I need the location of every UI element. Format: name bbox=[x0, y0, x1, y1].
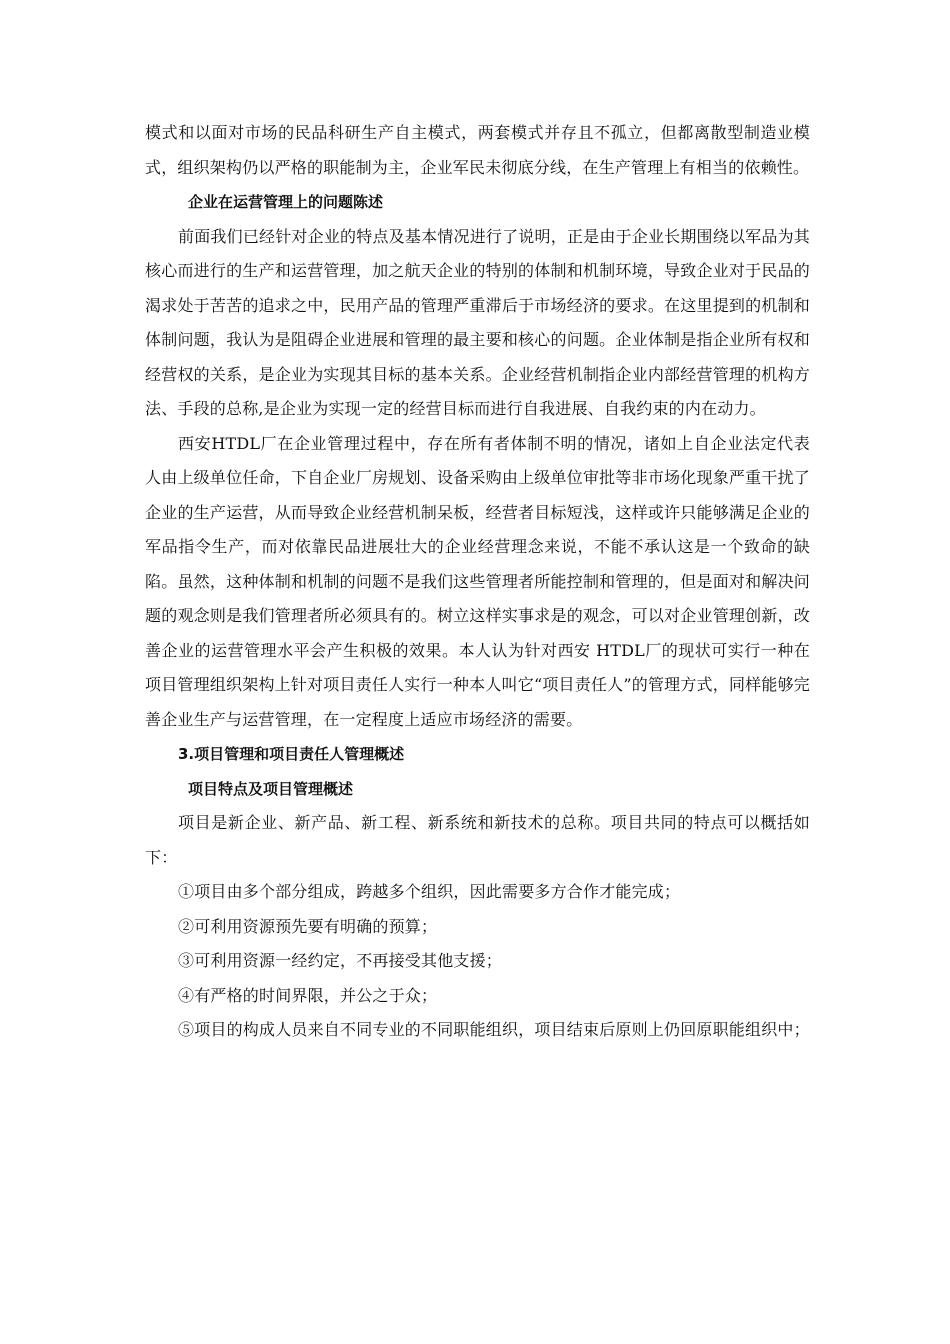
list-item: ②可利用资源预先要有明确的预算； bbox=[178, 916, 438, 936]
document-page bbox=[145, 116, 810, 1048]
list-item: ⑤项目的构成人员来自不同专业的不同职能组织，项目结束后原则上仍回原职能组织中； bbox=[178, 1020, 810, 1039]
paragraph-system-mechanism: 前面我们已经针对企业的特点及基本情况进行了说明，正是由于企业长期围绕以军品为其核心而进行的生产和运营管理，加之航天企业的特别的体制和机制环境，导致企业对于民品的渴求处于苦苦的追求之中，民用产品的管理严重滞后于市场经济的要求。在这里提到的机制和体制问题，我认为是阻碍企业进展和管理的最主要和核心的问题。企业体制是指企业所有权和经营权的关系，是企业为实现其目标的基本关系。企业经营机制指企业内部经营管理的机构方法、手段的总称,是企业为实现一定的经营目标而进行自我进展、自我约束的内在动力。 bbox=[145, 226, 810, 418]
list-item: ①项目由多个部分组成，跨越多个组织，因此需要多方合作才能完成； bbox=[178, 882, 681, 901]
section-heading-operation-problems: 企业在运营管理上的问题陈述 bbox=[188, 193, 384, 211]
paragraph-intro-continuation: 模式和以面对市场的民品科研生产自主模式，两套模式并存且不孤立，但都离散型制造业模式，组织架构仍以严格的职能制为主，企业军民未彻底分线，在生产管理上有相当的依赖性。 bbox=[145, 123, 810, 177]
paragraph-project-definition: 项目是新企业、新产品、新工程、新系统和新技术的总称。项目共同的特点可以概括如下： bbox=[145, 813, 810, 867]
list-item: ③可利用资源一经约定，不再接受其他支援； bbox=[178, 951, 503, 970]
list-item: ④有严格的时间界限，并公之于众； bbox=[178, 985, 438, 1005]
section-heading-project-features: 项目特点及项目管理概述 bbox=[188, 779, 354, 798]
chapter-heading-project-management: 3.项目管理和项目责任人管理概述 bbox=[178, 745, 405, 763]
paragraph-xian-htdl: 西安HTDL厂在企业管理过程中，存在所有者体制不明的情况，诸如上自企业法定代表人由上级单位任命，下自企业厂房规划、设备采购由上级单位审批等非市场化现象严重干扰了企业的生产运营，从而导致企业经营机制呆板，经营者目标短浅，这样或许只能够满足企业的军品指令生产，而对依靠民品进展壮大的企业经营理念来说，不能不承认这是一个致命的缺陷。虽然，这种体制和机制的问题不是我们这些管理者所能控制和管理的，但是面对和解决问题的观念则是我们管理者所必须具有的。树立这样实事求是的观念，可以对企业管理创新，改善企业的运营管理水平会产生积极的效果。本人认为针对西安 HTDL厂的现状可实行一种在项目管理组织架构上针对项目责任人实行一种本人叫它“项目责任人”的管理方式，同样能够完善企业生产与运营管理，在一定程度上适应市场经济的需要。 bbox=[145, 433, 810, 729]
